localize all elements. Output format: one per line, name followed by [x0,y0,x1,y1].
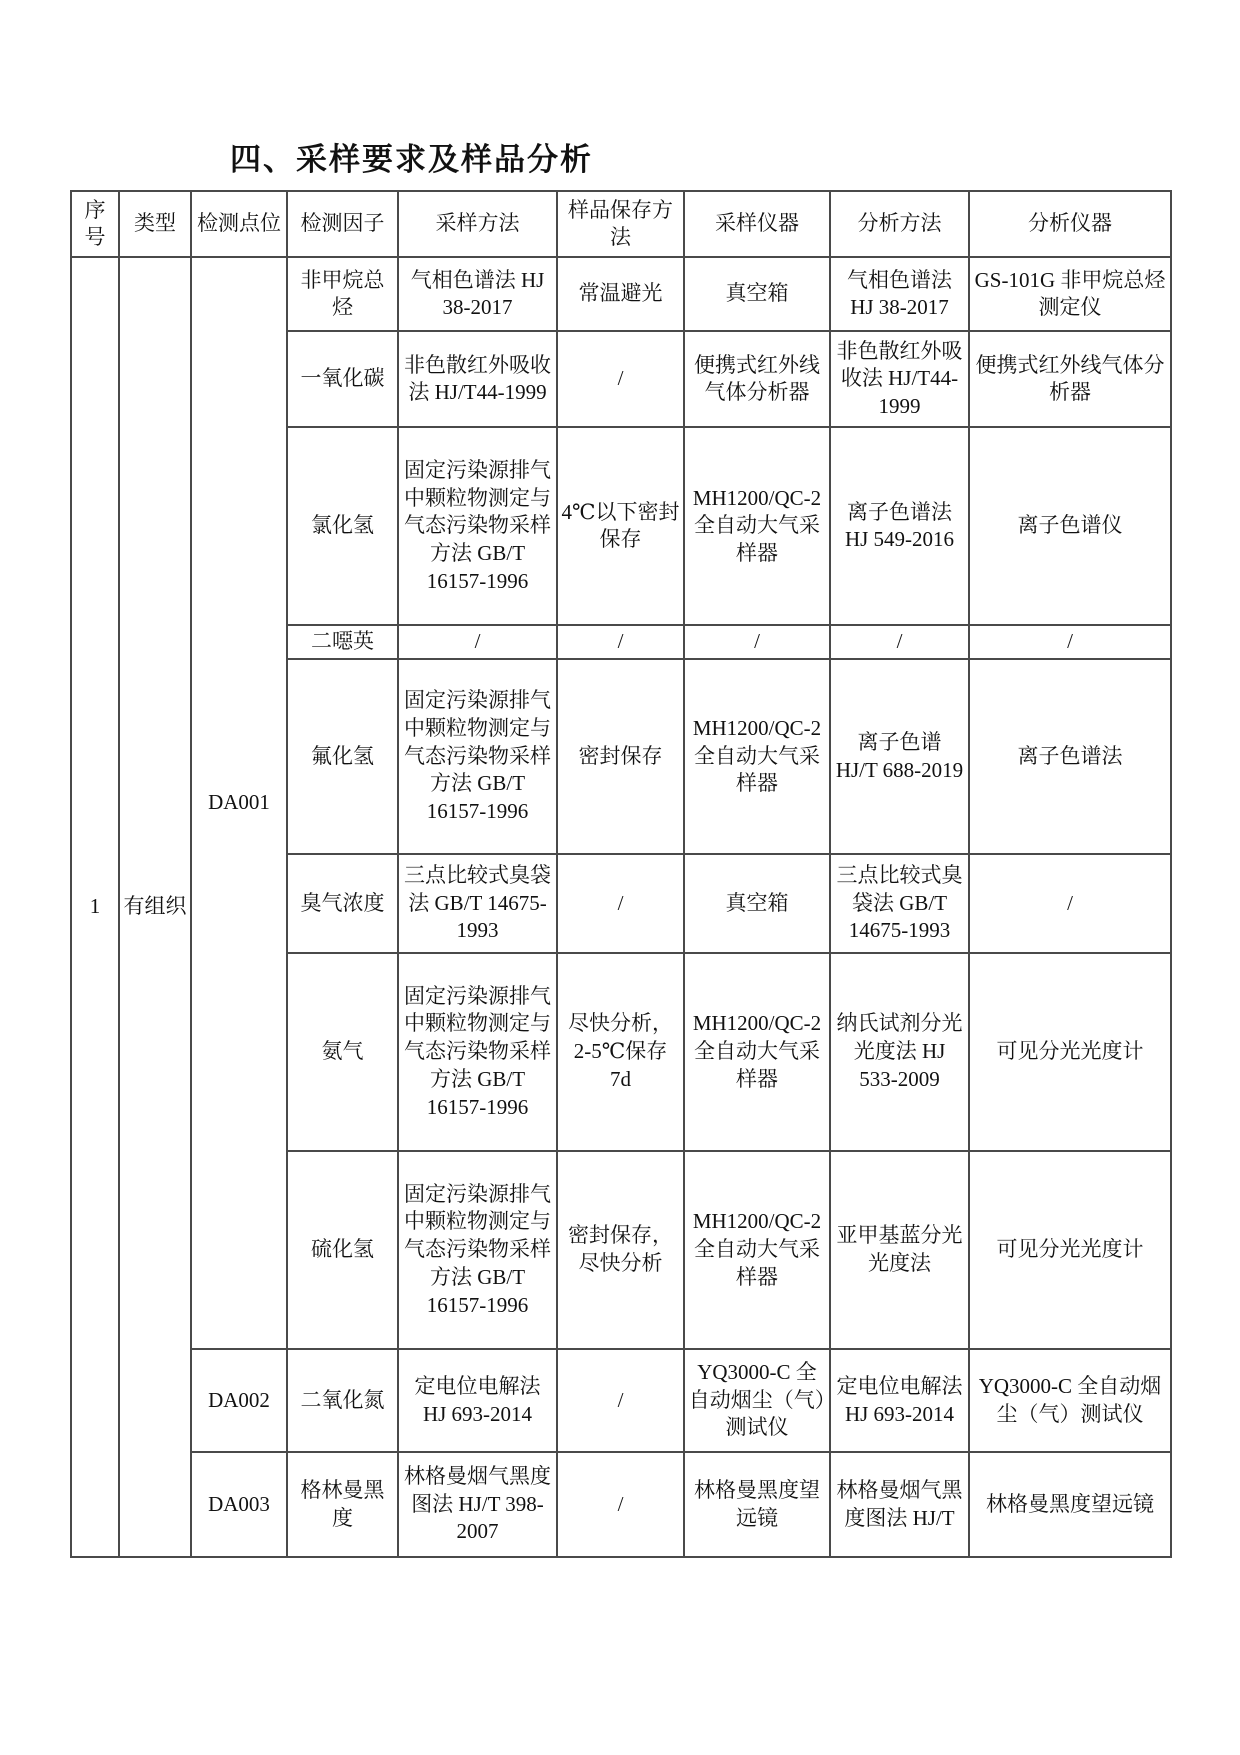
header-monitoring-point: 检测点位 [191,191,287,257]
cell-analysis-instrument: 离子色谱仪 [969,427,1171,625]
cell-sampling-instrument: MH1200/QC-2 全自动大气采样器 [684,953,830,1151]
cell-analysis-instrument: 便携式红外线气体分析器 [969,331,1171,427]
header-sampling-instrument: 采样仪器 [684,191,830,257]
cell-sampling-instrument: MH1200/QC-2 全自动大气采样器 [684,1151,830,1349]
cell-sample-preservation: 尽快分析，2-5℃保存 7d [557,953,684,1151]
cell-sample-preservation: / [557,625,684,659]
cell-sampling-method: 固定污染源排气中颗粒物测定与气态污染物采样方法 GB/T 16157-1996 [398,427,557,625]
cell-detection-factor: 非甲烷总烃 [287,257,398,331]
header-sampling-method: 采样方法 [398,191,557,257]
cell-analysis-method: / [830,625,969,659]
cell-sampling-instrument: MH1200/QC-2 全自动大气采样器 [684,659,830,854]
cell-analysis-instrument: 离子色谱法 [969,659,1171,854]
cell-analysis-instrument: 可见分光光度计 [969,953,1171,1151]
cell-sampling-method: 非色散红外吸收法 HJ/T44-1999 [398,331,557,427]
cell-analysis-method: 林格曼烟气黑度图法 HJ/T [830,1452,969,1557]
header-sample-preservation: 样品保存方法 [557,191,684,257]
cell-analysis-method: 纳氏试剂分光光度法 HJ 533-2009 [830,953,969,1151]
cell-sample-preservation: / [557,1349,684,1452]
cell-analysis-method: 离子色谱法 HJ 549-2016 [830,427,969,625]
cell-analysis-instrument: / [969,854,1171,953]
page-title: 四、采样要求及样品分析 [230,142,593,177]
cell-detection-factor: 氟化氢 [287,659,398,854]
cell-detection-factor: 二噁英 [287,625,398,659]
header-analysis-method: 分析方法 [830,191,969,257]
cell-sampling-method: 固定污染源排气中颗粒物测定与气态污染物采样方法 GB/T 16157-1996 [398,953,557,1151]
cell-detection-factor: 二氧化氮 [287,1349,398,1452]
cell-detection-factor: 氨气 [287,953,398,1151]
cell-serial-no: 1 [71,257,119,1557]
cell-sampling-method: 固定污染源排气中颗粒物测定与气态污染物采样方法 GB/T 16157-1996 [398,1151,557,1349]
cell-analysis-instrument: YQ3000-C 全自动烟尘（气）测试仪 [969,1349,1171,1452]
table-row [71,1349,1171,1452]
cell-analysis-instrument: 可见分光光度计 [969,1151,1171,1349]
cell-analysis-instrument: GS-101G 非甲烷总烃测定仪 [969,257,1171,331]
cell-monitoring-point: DA003 [191,1452,287,1557]
cell-detection-factor: 硫化氢 [287,1151,398,1349]
cell-sample-preservation: / [557,1452,684,1557]
cell-analysis-instrument: 林格曼黑度望远镜 [969,1452,1171,1557]
cell-sampling-method: / [398,625,557,659]
header-row [71,191,1171,257]
cell-sample-preservation: / [557,854,684,953]
cell-detection-factor: 臭气浓度 [287,854,398,953]
cell-type: 有组织 [119,257,191,1557]
cell-detection-factor: 格林曼黑度 [287,1452,398,1557]
table-row [71,257,1171,331]
header-serial-no: 序号 [71,191,119,257]
sampling-analysis-table [70,190,1172,1558]
cell-sampling-method: 气相色谱法 HJ 38-2017 [398,257,557,331]
cell-sample-preservation: 常温避光 [557,257,684,331]
cell-sampling-instrument: / [684,625,830,659]
cell-monitoring-point: DA001 [191,257,287,1349]
cell-analysis-method: 非色散红外吸收法 HJ/T44-1999 [830,331,969,427]
cell-sample-preservation: 4℃以下密封保存 [557,427,684,625]
cell-sampling-method: 三点比较式臭袋法 GB/T 14675-1993 [398,854,557,953]
cell-sample-preservation: 密封保存 [557,659,684,854]
cell-analysis-method: 离子色谱 HJ/T 688-2019 [830,659,969,854]
cell-sampling-instrument: 真空箱 [684,257,830,331]
cell-sampling-instrument: 真空箱 [684,854,830,953]
cell-sampling-method: 固定污染源排气中颗粒物测定与气态污染物采样方法 GB/T 16157-1996 [398,659,557,854]
cell-sampling-instrument: 林格曼黑度望远镜 [684,1452,830,1557]
cell-sampling-method: 定电位电解法 HJ 693-2014 [398,1349,557,1452]
cell-analysis-method: 亚甲基蓝分光光度法 [830,1151,969,1349]
cell-analysis-method: 气相色谱法 HJ 38-2017 [830,257,969,331]
header-analysis-instrument: 分析仪器 [969,191,1171,257]
cell-sample-preservation: / [557,331,684,427]
cell-analysis-method: 定电位电解法 HJ 693-2014 [830,1349,969,1452]
cell-detection-factor: 氯化氢 [287,427,398,625]
cell-monitoring-point: DA002 [191,1349,287,1452]
table-row [71,1452,1171,1557]
header-type: 类型 [119,191,191,257]
cell-sampling-instrument: YQ3000-C 全自动烟尘（气）测试仪 [684,1349,830,1452]
header-detection-factor: 检测因子 [287,191,398,257]
cell-analysis-instrument: / [969,625,1171,659]
cell-sampling-instrument: 便携式红外线气体分析器 [684,331,830,427]
cell-sampling-instrument: MH1200/QC-2 全自动大气采样器 [684,427,830,625]
cell-analysis-method: 三点比较式臭袋法 GB/T 14675-1993 [830,854,969,953]
cell-sampling-method: 林格曼烟气黑度图法 HJ/T 398-2007 [398,1452,557,1557]
cell-sample-preservation: 密封保存，尽快分析 [557,1151,684,1349]
cell-detection-factor: 一氧化碳 [287,331,398,427]
